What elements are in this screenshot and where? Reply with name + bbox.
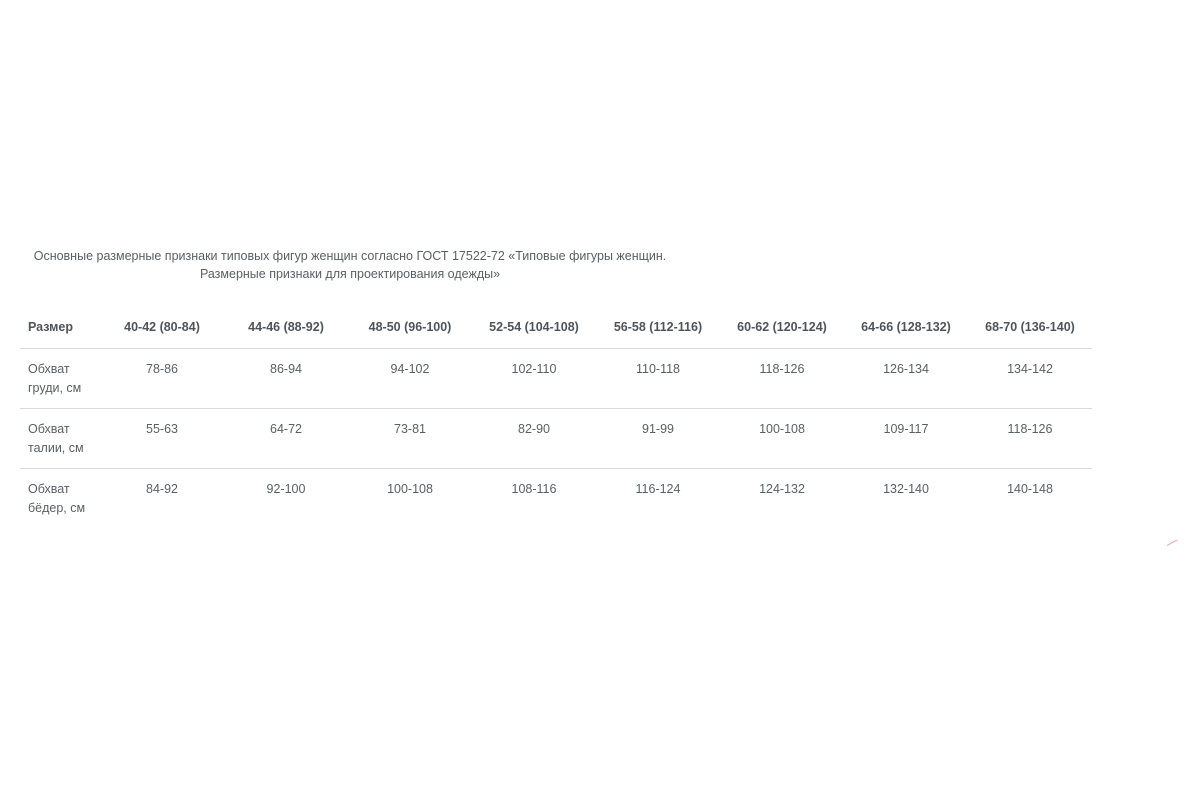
table-cell: 94-102 [348, 349, 472, 409]
row-label-bust: Обхват груди, см [20, 349, 100, 409]
header-size-48-50: 48-50 (96-100) [348, 308, 472, 349]
header-size-56-58: 56-58 (112-116) [596, 308, 720, 349]
header-size-64-66: 64-66 (128-132) [844, 308, 968, 349]
table-cell: 100-108 [387, 482, 433, 496]
table-cell: 140-148 [1007, 482, 1053, 496]
header-size-44-46: 44-46 (88-92) [224, 308, 348, 349]
header-size-68-70: 68-70 (136-140) [968, 308, 1092, 349]
table-row-waist [20, 409, 1092, 469]
table-row-hips [20, 469, 1092, 529]
table-cell: 82-90 [472, 409, 596, 469]
table-cell: 55-63 [100, 409, 224, 469]
table-cell: 102-110 [472, 349, 596, 409]
table-header-row [20, 308, 1092, 349]
row-label-hips: Обхват бёдер, см [28, 482, 86, 515]
table-cell: 100-108 [720, 409, 844, 469]
table-cell: 132-140 [883, 482, 929, 496]
table-cell: 116-124 [635, 482, 681, 496]
table-row-bust [20, 349, 1092, 409]
table-caption [20, 247, 680, 283]
table-cell: 118-126 [720, 349, 844, 409]
header-size: Размер [20, 308, 100, 349]
table-cell: 124-132 [759, 482, 805, 496]
header-size-52-54: 52-54 (104-108) [472, 308, 596, 349]
table-cell: 134-142 [968, 349, 1092, 409]
table-cell: 109-117 [844, 409, 968, 469]
caption-line-1: Основные размерные признаки типовых фигур женщин согласно ГОСТ 17522-72 «Типовые фигуры женщин. [33, 249, 667, 263]
header-size-60-62: 60-62 (120-124) [720, 308, 844, 349]
table-cell: 64-72 [224, 409, 348, 469]
decorative-stroke [1167, 539, 1178, 546]
table-cell: 78-86 [100, 349, 224, 409]
table-cell: 92-100 [266, 482, 306, 496]
header-size-40-42: 40-42 (80-84) [100, 308, 224, 349]
table-cell: 73-81 [348, 409, 472, 469]
size-table [20, 308, 1092, 528]
table-cell: 86-94 [224, 349, 348, 409]
table-cell: 84-92 [146, 482, 178, 496]
table-cell: 110-118 [596, 349, 720, 409]
table-cell: 118-126 [968, 409, 1092, 469]
table-cell: 126-134 [844, 349, 968, 409]
row-label-waist: Обхват талии, см [20, 409, 100, 469]
table-cell: 108-116 [511, 482, 557, 496]
table-cell: 91-99 [596, 409, 720, 469]
caption-line-2: Размерные признаки для проектирования одежды» [199, 267, 501, 281]
